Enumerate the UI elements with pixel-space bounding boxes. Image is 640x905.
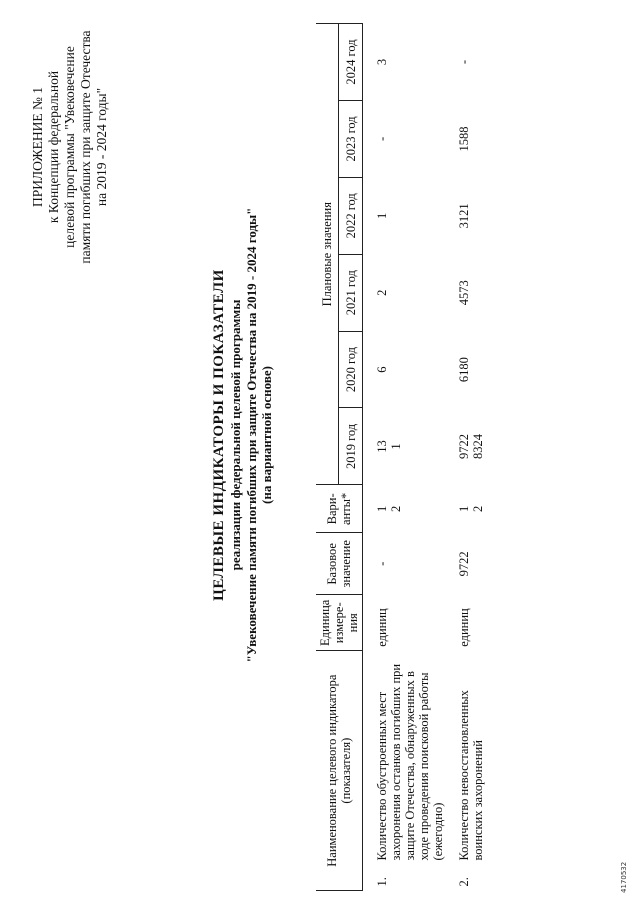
indicators-table	[316, 23, 485, 891]
value-2019-v2: 8324	[471, 433, 485, 459]
row-number: 1.	[375, 877, 389, 887]
value-2020: 6	[375, 366, 389, 373]
header-year-2024: 2024 год	[339, 24, 363, 101]
document-stamp-number: 4170532	[620, 861, 628, 893]
value-2019	[445, 408, 485, 485]
table-row	[363, 24, 446, 891]
indicator-name: Количество обустроенных мест захоронения останков погибших при защите Отечества, обнаруженных в ходе проведения поисковой работы (ежегодно)	[375, 663, 445, 861]
header-year-2020: 2020 год	[339, 331, 363, 408]
appendix-note	[30, 17, 110, 277]
variant-value: 2	[471, 505, 485, 512]
document-title	[210, 155, 275, 715]
variants-cell	[363, 485, 446, 533]
value-2023: 1588	[457, 126, 471, 152]
value-2020: 6180	[457, 357, 471, 383]
variant-value: 1	[375, 505, 389, 512]
header-indicator-name: Наименование целевого индикатора (показателя)	[316, 651, 363, 891]
table-row	[445, 24, 485, 891]
appendix-line: ПРИЛОЖЕНИЕ № 1	[30, 86, 45, 208]
value-2019-v1: 13	[375, 440, 389, 453]
header-year-2023: 2023 год	[339, 101, 363, 178]
indicator-unit: единиц	[375, 608, 389, 647]
header-unit: Единица измере- ния	[316, 595, 363, 651]
title-line-4: (на вариантной основе)	[259, 366, 274, 504]
indicator-name: Количество невосстановленных воинских захоронений	[457, 690, 485, 861]
value-2023: -	[375, 136, 389, 142]
title-line-3: "Увековечение памяти погибших при защите Отечества на 2019 - 2024 годы"	[243, 207, 259, 663]
value-2019-v2: 1	[389, 443, 403, 450]
title-main: ЦЕЛЕВЫЕ ИНДИКАТОРЫ И ПОКАЗАТЕЛИ	[211, 269, 227, 601]
appendix-line: целевой программы "Увековечение	[62, 46, 77, 248]
base-value: -	[375, 561, 389, 566]
appendix-line: на 2019 - 2024 годы"	[94, 87, 109, 207]
value-2024: -	[457, 59, 471, 65]
value-2019	[363, 408, 446, 485]
header-variants: Вари- анты*	[316, 485, 363, 533]
base-value: 9722	[457, 551, 471, 577]
appendix-line: к Концепции федеральной	[46, 70, 61, 224]
value-2021: 2	[375, 289, 389, 296]
value-2024: 3	[375, 58, 389, 66]
value-2022: 1	[375, 212, 389, 219]
header-year-2019: 2019 год	[339, 408, 363, 485]
value-2021: 4573	[457, 280, 471, 306]
value-2019-v1: 9722	[457, 433, 471, 459]
title-line-2: реализации федеральной целевой программы	[228, 299, 243, 571]
row-number: 2.	[457, 877, 471, 887]
variant-value: 2	[389, 505, 403, 512]
appendix-line: памяти погибших при защите Отечества	[78, 30, 93, 264]
header-year-2021: 2021 год	[339, 254, 363, 331]
header-base-value: Базовое значение	[316, 533, 363, 595]
indicator-unit: единиц	[457, 608, 471, 647]
value-2022: 3121	[457, 203, 471, 229]
variant-value: 1	[457, 505, 471, 512]
header-planned-values: Плановые значения	[316, 24, 339, 485]
header-year-2022: 2022 год	[339, 177, 363, 254]
variants-cell	[445, 485, 485, 533]
